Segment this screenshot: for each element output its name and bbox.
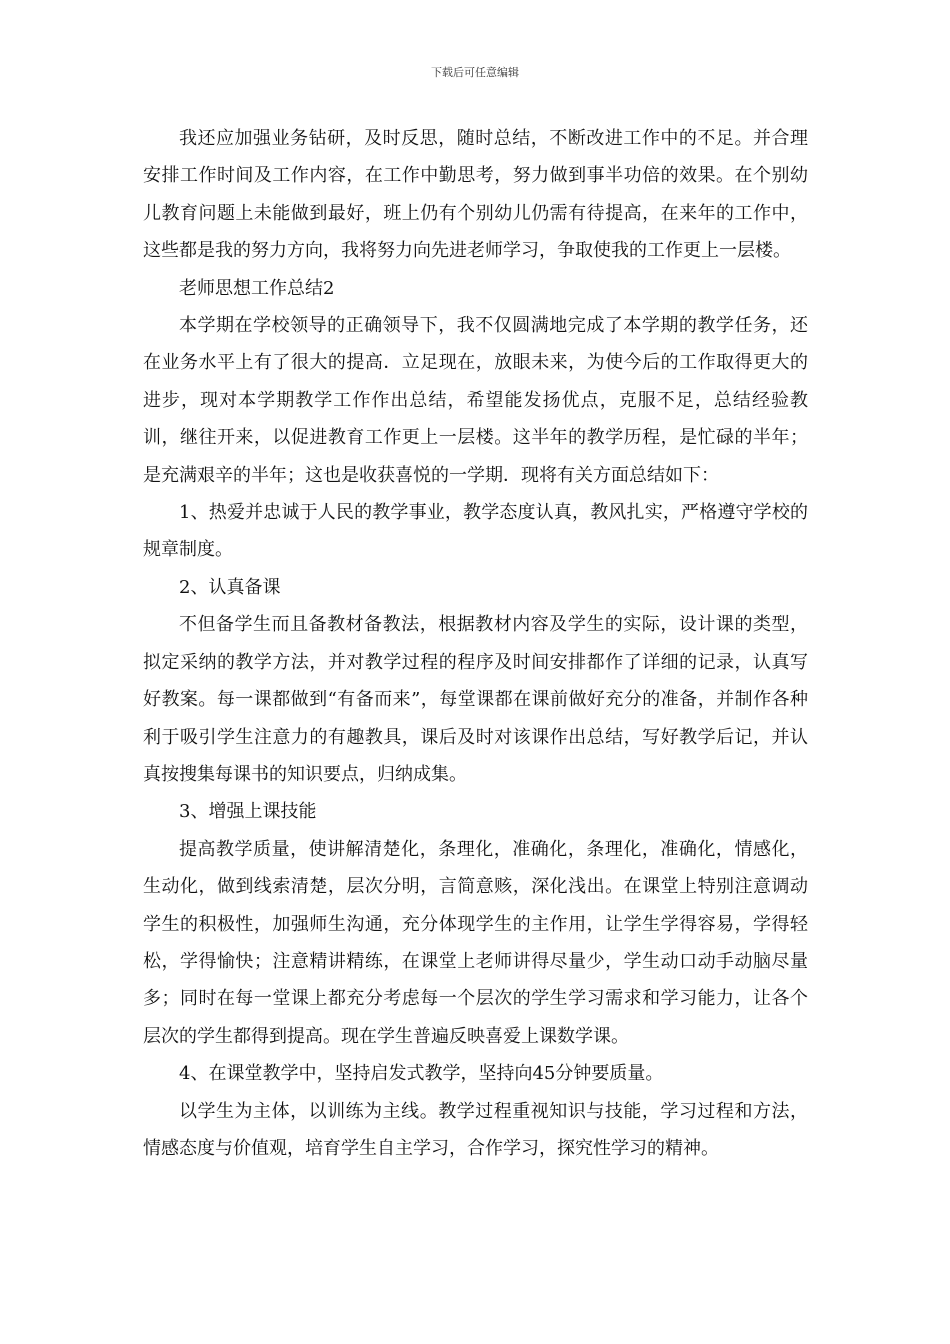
paragraph-teaching-skills: 提高教学质量，使讲解清楚化，条理化，准确化，条理化，准确化，情感化，生动化，做到线索清楚，层次分明，言简意赅，深化浅出。在课堂上特别注意调动学生的积极性，加强师生沟通，充分体现学生的主作用，让学生学得容易，学得轻松，学得愉快；注意精讲精练，在课堂上老师讲得尽量少，学生动口动手动脑尽量多；同时在每一堂课上都充分考虑每一个层次的学生学习需求和学习能力，让各个层次的学生都得到提高。现在学生普遍反映喜爱上课数学课。 xyxy=(143,838,808,1047)
list-item-2-heading: 2、认真备课 xyxy=(179,576,281,598)
list-item-4: 4、在课堂教学中，坚持启发式教学，坚持向45分钟要质量。 xyxy=(179,1063,664,1085)
list-item-1: 1、热爱并忠诚于人民的教学事业，教学态度认真，教风扎实，严格遵守学校的规章制度。 xyxy=(143,502,808,561)
paragraph-improvement: 我还应加强业务钻研，及时反思，随时总结，不断改进工作中的不足。并合理安排工作时间及工作内容，在工作中勤思考，努力做到事半功倍的效果。在个别幼儿教育问题上未能做到最好，班上仍有个别幼儿仍需有待提高，在来年的工作中，这些都是我的努力方向，我将努力向先进老师学习，争取使我的工作更上一层楼。 xyxy=(143,128,808,262)
document-body xyxy=(143,120,808,1167)
paragraph-lesson-prep: 不但备学生而且备教材备教法，根据教材内容及学生的实际，设计课的类型，拟定采纳的教学方法，并对教学过程的程序及时间安排都作了详细的记录，认真写好教案。每一课都做到“有备而来”，每堂课都在课前做好充分的准备，并制作各种利于吸引学生注意力的有趣教具，课后及时对该课作出总结，写好教学后记，并认真按搜集每课书的知识要点，归纳成集。 xyxy=(143,614,808,785)
paragraph-student-centered: 以学生为主体，以训练为主线。教学过程重视知识与技能，学习过程和方法，情感态度与价值观，培育学生自主学习，合作学习，探究性学习的精神。 xyxy=(143,1100,808,1159)
section-title: 老师思想工作总结2 xyxy=(179,277,335,299)
page-header: 下载后可任意编辑 xyxy=(431,66,519,79)
list-item-3-heading: 3、增强上课技能 xyxy=(179,801,317,823)
paragraph-intro: 本学期在学校领导的正确领导下，我不仅圆满地完成了本学期的教学任务，还在业务水平上有了很大的提高．立足现在，放眼未来，为使今后的工作取得更大的进步，现对本学期教学工作作出总结，希望能发扬优点，克服不足，总结经验教训，继往开来，以促进教育工作更上一层楼。这半年的教学历程，是忙碌的半年；是充满艰辛的半年；这也是收获喜悦的一学期．现将有关方面总结如下： xyxy=(143,315,808,486)
